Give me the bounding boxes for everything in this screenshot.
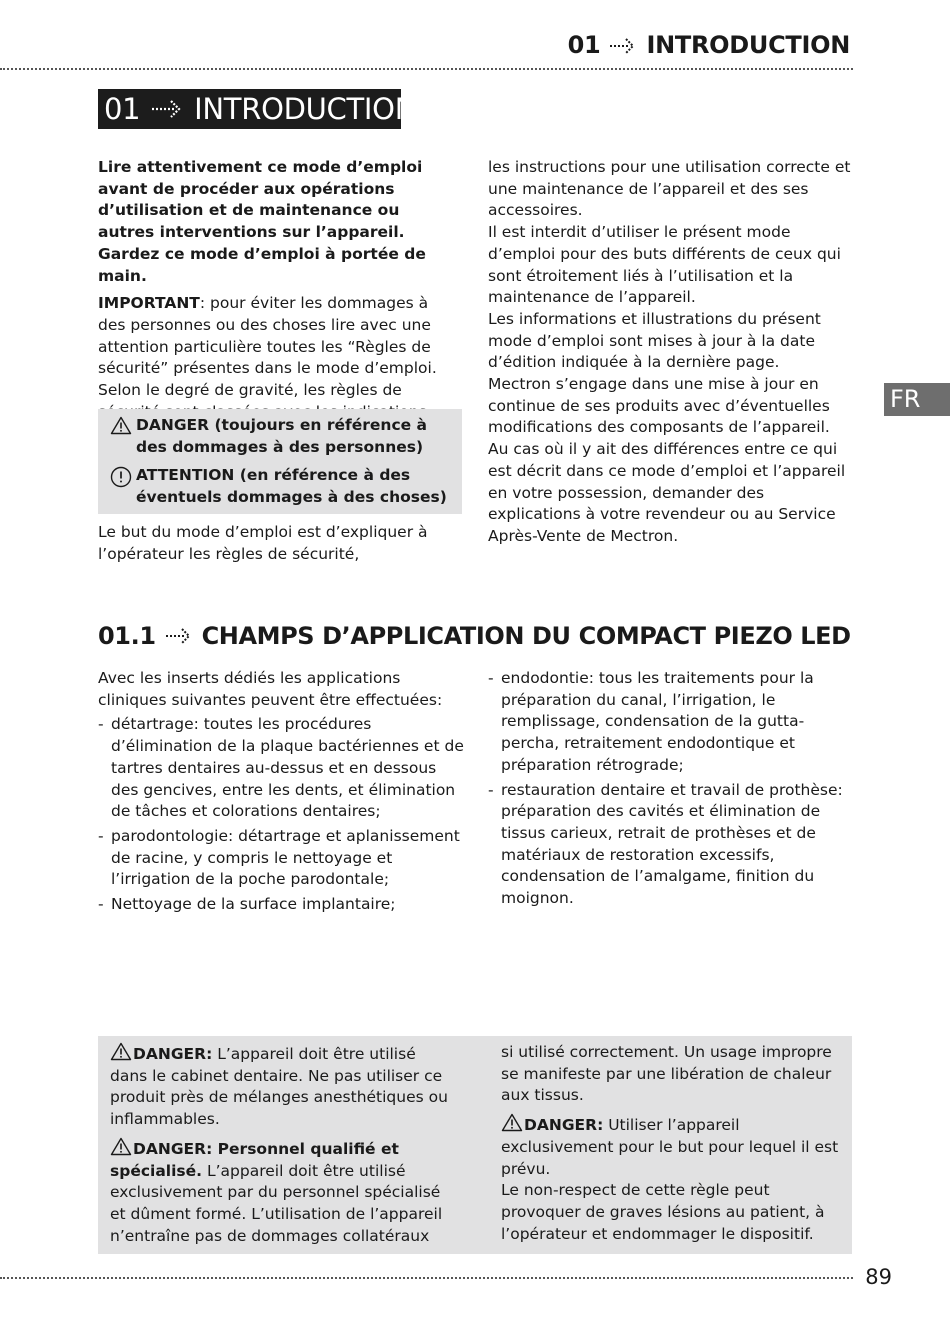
warnings-left-column xyxy=(110,1042,450,1247)
applications-left-column xyxy=(98,668,464,916)
chapter-title-num: 01 xyxy=(104,92,141,126)
intro-right-p3: Les informations et illustrations du présent mode d’emploi sont mises à jour à la date d’édition indiquée à la dernière page. xyxy=(488,309,821,372)
list-item: - détartrage: toutes les procédures d’élimination de la plaque bactériennes et de tartres dentaires au-dessus et en dessous des gencives, entre les dents, et élimination de tâches et colorations dentaires; xyxy=(98,714,464,823)
section-heading xyxy=(98,622,851,650)
intro-right-p2: Il est interdit d’utiliser le présent mode d’emploi pour des buts différents de ceux qui sont étroitement liés à l’utilisation et la maintenance de l’appareil. xyxy=(488,223,841,307)
applications-intro: Avec les inserts dédiés les applications cliniques suivantes peuvent être effectuées: xyxy=(98,669,443,709)
purpose-text: Le but du mode d’emploi est d’expliquer à l’opérateur les règles de sécurité, xyxy=(98,523,428,563)
list-item: - Nettoyage de la surface implantaire; xyxy=(98,894,464,916)
legend-danger-text: DANGER (toujours en référence à des dommages à des personnes) xyxy=(136,416,428,456)
legend-attention xyxy=(110,464,452,508)
warning-3-text: Utiliser l’appareil exclusivement pour le but pour lequel il est prévu. xyxy=(501,1116,839,1178)
footer-rule xyxy=(0,1277,853,1279)
language-tab: FR xyxy=(884,383,950,416)
running-header-title: INTRODUCTION xyxy=(646,31,850,59)
warnings-right-column xyxy=(501,1042,841,1245)
intro-left-column xyxy=(98,157,460,445)
warning-1 xyxy=(110,1042,450,1131)
warning-2-label: DANGER: Personnel qualifié et spécialisé. xyxy=(110,1139,399,1180)
page-number: 89 xyxy=(865,1265,892,1289)
list-item: - parodontologie: détartrage et aplanissement de racine, y compris le nettoyage et l’irrigation de la poche parodontale; xyxy=(98,826,464,891)
intro-right-p5: Au cas où il y ait des différences entre ce qui est décrit dans ce mode d’emploi et l’appareil en votre possession, demander des explications à votre revendeur ou au Service Après-Vente de Mectron. xyxy=(488,440,846,545)
warning-triangle-icon xyxy=(110,1137,132,1156)
legend-danger xyxy=(110,414,452,458)
chapter-title-text: INTRODUCTION xyxy=(194,92,417,126)
applications-left-list xyxy=(98,714,464,915)
list-item: - restauration dentaire et travail de prothèse: préparation des cavités et élimination de tissus carieux, retrait de prothèses et de matériaux de restoration excessifs, condensation de l’amalgame, finition du moignon. xyxy=(488,780,852,910)
warning-2 xyxy=(110,1137,450,1248)
legend-attention-text: ATTENTION (en référence à des éventuels dommages à des choses) xyxy=(136,466,447,506)
applications-right-column xyxy=(488,668,852,910)
section-title: CHAMPS D’APPLICATION DU COMPACT PIEZO LED xyxy=(201,622,851,650)
important-text: : pour éviter les dommages à des personnes ou des choses lire avec une attention particulière toutes les “Règles de sécurité” présentes dans le mode d’emploi. Selon le degré de gravité, les règles de xyxy=(98,294,437,400)
intro-lead: Lire attentivement ce mode d’emploi avant de procéder aux opérations d’utilisation et de maintenance ou autres interventions sur l’appareil. Gardez ce mode d’emploi à portée de main. xyxy=(98,158,426,285)
warning-3 xyxy=(501,1113,841,1180)
chapter-title-box xyxy=(98,89,417,129)
section-num: 01.1 xyxy=(98,622,156,650)
warning-triangle-icon xyxy=(501,1113,523,1132)
dotted-arrow-icon xyxy=(149,97,185,121)
intro-right-column xyxy=(488,157,853,548)
important-label: IMPORTANT xyxy=(98,294,200,313)
warning-triangle-icon xyxy=(110,416,132,435)
list-item: - endodontie: tous les traitements pour la préparation du canal, l’irrigation, le remplissage, condensation de la gutta-percha, retraitement endodontique et préparation rétrograde; xyxy=(488,668,852,777)
warning-triangle-icon xyxy=(110,1042,132,1061)
dotted-arrow-icon xyxy=(608,36,638,56)
intro-purpose xyxy=(98,522,438,565)
dotted-arrow-icon xyxy=(164,626,194,646)
warning-3-label: DANGER: xyxy=(524,1116,604,1135)
safety-legend-box xyxy=(98,409,462,514)
warning-1-label: DANGER: xyxy=(133,1045,213,1063)
exclamation-circle-icon xyxy=(110,466,132,488)
intro-right-p1: les instructions pour une utilisation correcte et une maintenance de l’appareil et des ses accessoires. xyxy=(488,158,851,220)
warning-1-text: L’appareil doit être utilisé dans le cabinet dentaire. Ne pas utiliser ce produit près de mélanges anesthétiques ou inflammables. xyxy=(110,1045,448,1129)
applications-right-list xyxy=(488,668,852,910)
warning-2-text: L’appareil doit être utilisé exclusivement par du personnel spécialisé et dûment formé. L’utilisation de l’appareil n’entraîne pas de dommages collatéraux xyxy=(110,1161,443,1245)
warning-3-extra: Le non-respect de cette règle peut provoquer de graves lésions au patient, à l’opérateur et endommager le dispositif. xyxy=(501,1181,825,1243)
running-header xyxy=(568,31,850,59)
running-header-num: 01 xyxy=(567,31,601,59)
warning-2-continued: si utilisé correctement. Un usage impropre se manifeste par une libération de chaleur aux tissus. xyxy=(501,1043,832,1105)
intro-right-p4: Mectron s’engage dans une mise à jour en continue de ses produits avec d’éventuelles modifications des composants de l’appareil. xyxy=(488,375,830,437)
header-rule xyxy=(0,68,853,70)
